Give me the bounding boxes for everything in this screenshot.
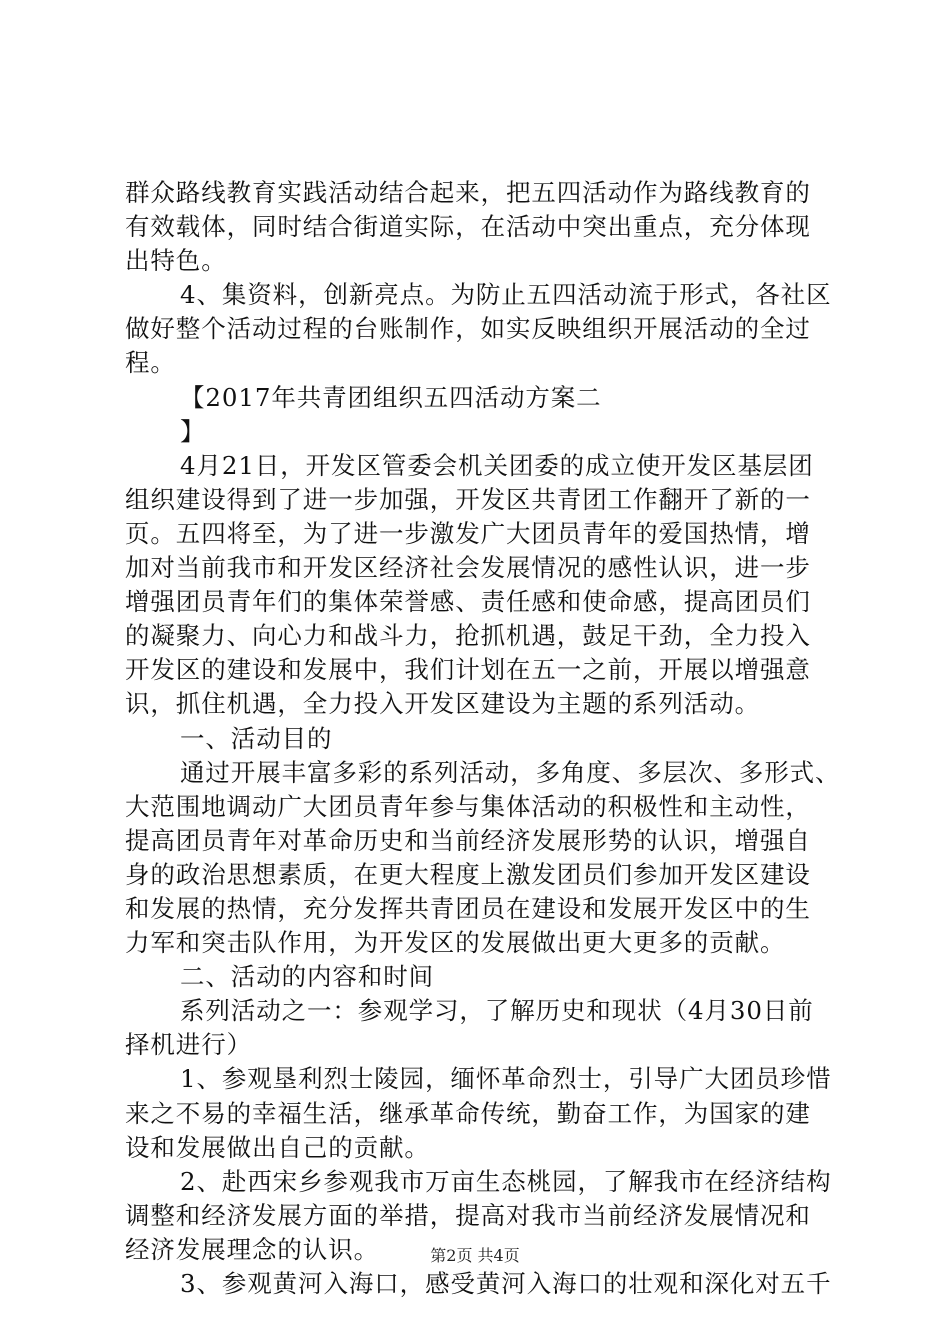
text-line: 】 bbox=[180, 416, 206, 446]
text-line: 设和发展做出自己的贡献。 bbox=[125, 1132, 430, 1162]
text-line: 调整和经济发展方面的举措，提高对我市当前经济发展情况和 bbox=[125, 1200, 811, 1230]
document-body bbox=[125, 176, 841, 1301]
text-line: 开发区的建设和发展中，我们计划在五一之前，开展以增强意 bbox=[125, 655, 811, 685]
text-line: 一、活动目的 bbox=[180, 723, 333, 753]
text-line: 3、参观黄河入海口，感受黄河入海口的壮观和深化对五千 bbox=[180, 1269, 832, 1298]
text-line: 和发展的热情，充分发挥共青团员在建设和发展开发区中的生 bbox=[125, 893, 811, 923]
text-line: 4月21日，开发区管委会机关团委的成立使开发区基层团 bbox=[180, 450, 814, 480]
text-line: 通过开展丰富多彩的系列活动，多角度、多层次、多形式、 bbox=[180, 757, 841, 787]
text-line: 系列活动之一：参观学习，了解历史和现状（4月30日前 bbox=[180, 996, 814, 1026]
text-line: 大范围地调动广大团员青年参与集体活动的积极性和主动性， bbox=[125, 791, 811, 821]
text-line: 群众路线教育实践活动结合起来，把五四活动作为路线教育的 bbox=[125, 178, 811, 207]
page-footer: 第2页 共4页 bbox=[430, 1246, 520, 1265]
text-line: 做好整个活动过程的台账制作，如实反映组织开展活动的全过 bbox=[125, 314, 811, 344]
text-line: 身的政治思想素质，在更大程度上激发团员们参加开发区建设 bbox=[125, 859, 811, 889]
text-line: 二、活动的内容和时间 bbox=[180, 962, 434, 992]
text-line: 页。五四将至，为了进一步激发广大团员青年的爱国热情，增 bbox=[125, 518, 811, 548]
text-line: 择机进行） bbox=[125, 1030, 252, 1060]
text-line: 的凝聚力、向心力和战斗力，抢抓机遇，鼓足干劲，全力投入 bbox=[125, 621, 811, 651]
text-line: 出特色。 bbox=[125, 246, 227, 276]
text-line: 程。 bbox=[125, 348, 176, 378]
text-line: 经济发展理念的认识。 bbox=[125, 1234, 379, 1264]
text-line: 识，抓住机遇，全力投入开发区建设为主题的系列活动。 bbox=[125, 689, 760, 719]
text-line: 1、参观垦利烈士陵园，缅怀革命烈士，引导广大团员珍惜 bbox=[180, 1064, 832, 1094]
text-line: 【2017年共青团组织五四活动方案二 bbox=[180, 382, 602, 412]
text-line: 2、赴西宋乡参观我市万亩生态桃园，了解我市在经济结构 bbox=[180, 1166, 832, 1196]
text-line: 提高团员青年对革命历史和当前经济发展形势的认识，增强自 bbox=[125, 825, 811, 855]
text-line: 来之不易的幸福生活，继承革命传统，勤奋工作，为国家的建 bbox=[125, 1098, 811, 1128]
text-line: 加对当前我市和开发区经济社会发展情况的感性认识，进一步 bbox=[125, 553, 811, 583]
text-line: 增强团员青年们的集体荣誉感、责任感和使命感，提高团员们 bbox=[125, 587, 811, 617]
text-line: 4、集资料，创新亮点。为防止五四活动流于形式，各社区 bbox=[180, 280, 832, 310]
text-line: 有效载体，同时结合街道实际，在活动中突出重点，充分体现 bbox=[125, 212, 811, 242]
text-line: 组织建设得到了进一步加强，开发区共青团工作翻开了新的一 bbox=[125, 484, 811, 514]
text-line: 力军和突击队作用，为开发区的发展做出更大更多的贡献。 bbox=[125, 928, 786, 958]
